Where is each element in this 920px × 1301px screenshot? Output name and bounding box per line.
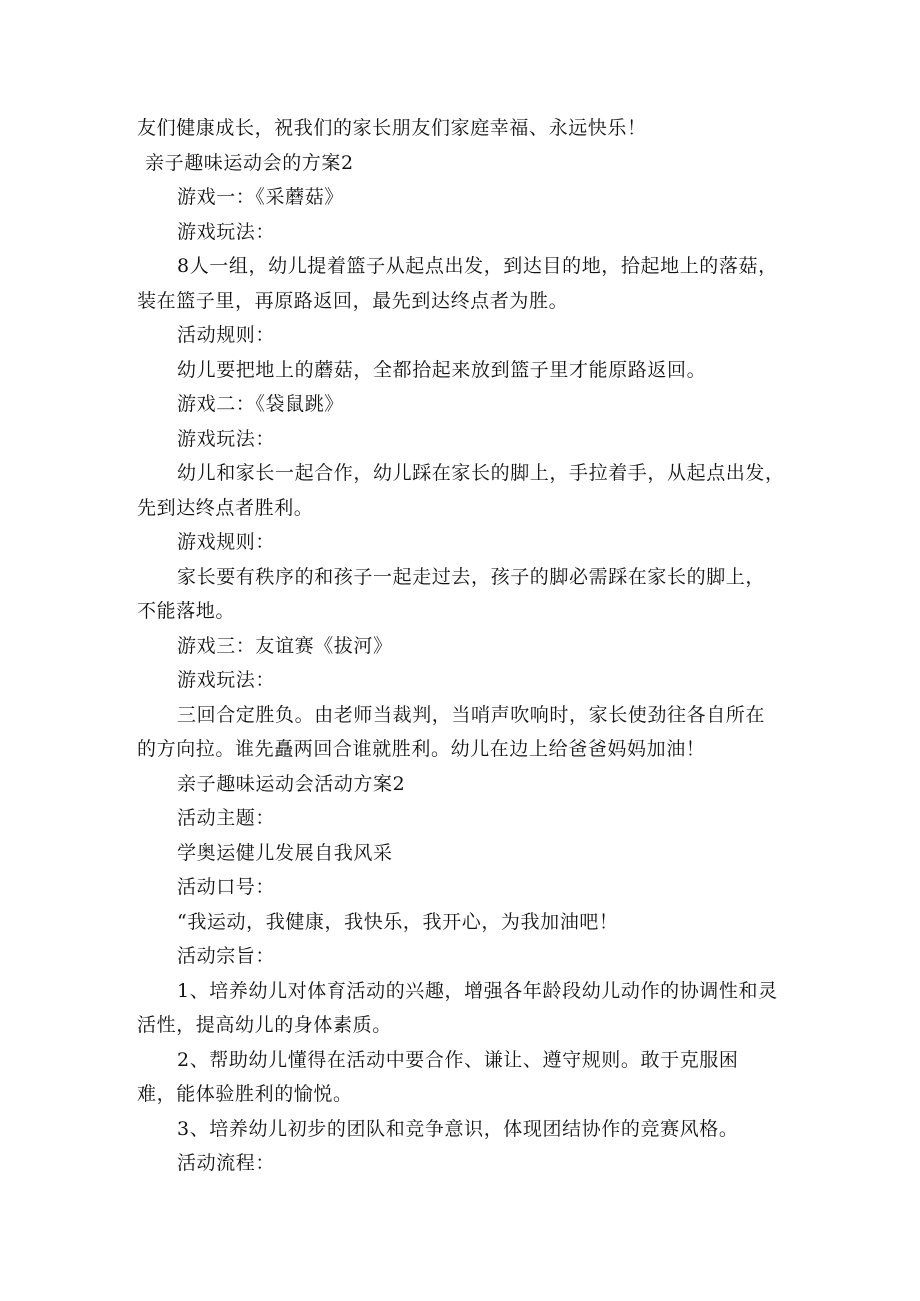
text-line: 游戏玩法： (177, 669, 276, 691)
text-line: 家长要有秩序的和孩子一起走过去，孩子的脚必需踩在家长的脚上， (177, 566, 766, 588)
text-line: 先到达终点者胜利。 (137, 497, 314, 519)
text-line: 游戏二：《袋鼠跳》 (177, 393, 344, 415)
text-line: 活动流程： (177, 1152, 276, 1174)
text-line: 三回合定胜负。由老师当裁判，当哨声吹响时，家长使劲往各自所在 (177, 704, 766, 726)
text-line: 的方向拉。谁先矗两回合谁就胜利。幼儿在边上给爸爸妈妈加油！ (137, 738, 706, 760)
section-heading: 亲子趣味运动会的方案2 (145, 152, 354, 174)
text-line: 2、帮助幼儿懂得在活动中要合作、谦让、遵守规则。敢于克服困 (177, 1049, 739, 1071)
text-line: 1、培养幼儿对体育活动的兴趣，增强各年龄段幼儿动作的协调性和灵 (177, 980, 778, 1002)
text-line: 难，能体验胜利的愉悦。 (137, 1083, 353, 1105)
text-line: 幼儿和家长一起合作，幼儿踩在家长的脚上，手拉着手，从起点出发， (177, 462, 785, 484)
text-line: 不能落地。 (137, 600, 236, 622)
text-line: 8人一组，幼儿提着篮子从起点出发，到达目的地，拾起地上的落菇， (177, 255, 778, 277)
text-line: 游戏玩法： (177, 428, 276, 450)
text-line: 友们健康成长，祝我们的家长朋友们家庭幸福、永远快乐！ (137, 117, 647, 139)
text-line: “我运动，我健康，我快乐，我开心，为我加油吧！ (177, 911, 619, 933)
text-line: 学奥运健儿发展自我风采 (177, 842, 393, 864)
text-line: 游戏玩法： (177, 221, 276, 243)
text-line: 游戏三：友谊赛《拔河》 (177, 635, 393, 657)
text-line: 活动宗旨： (177, 945, 276, 967)
text-line: 3、培养幼儿初步的团队和竞争意识，体现团结协作的竞赛风格。 (177, 1118, 739, 1140)
section-heading: 亲子趣味运动会活动方案2 (177, 773, 406, 795)
text-line: 游戏一：《采蘑菇》 (177, 186, 344, 208)
text-line: 装在篮子里，再原路返回，最先到达终点者为胜。 (137, 290, 569, 312)
text-line: 游戏规则： (177, 531, 276, 553)
text-line: 活动口号： (177, 876, 276, 898)
text-line: 活动规则： (177, 324, 276, 346)
text-line: 活性，提高幼儿的身体素质。 (137, 1014, 392, 1036)
text-line: 活动主题： (177, 807, 276, 829)
text-line: 幼儿要把地上的蘑菇，全都拾起来放到篮子里才能原路返回。 (177, 359, 707, 381)
